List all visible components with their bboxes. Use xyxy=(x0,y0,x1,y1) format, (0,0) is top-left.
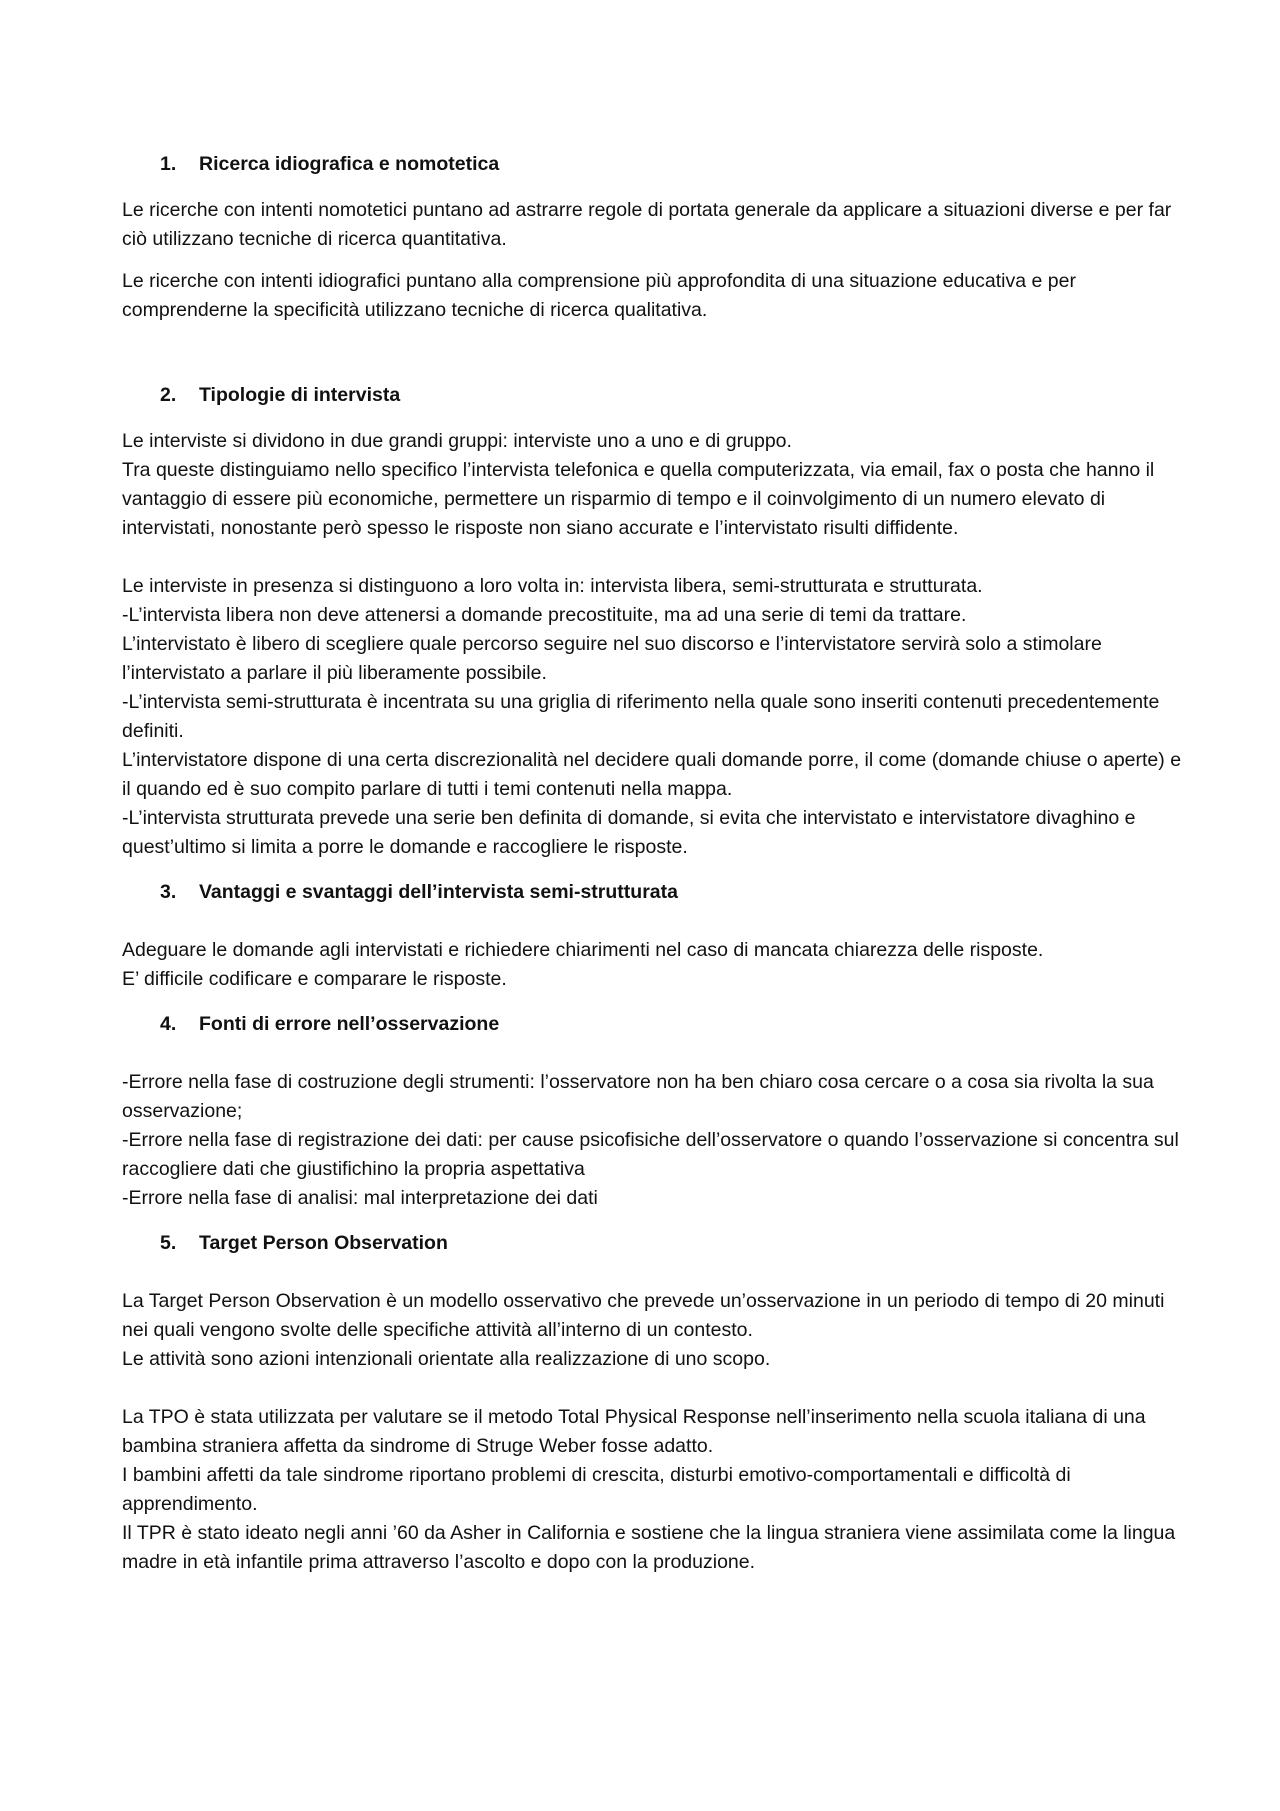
document-content xyxy=(122,150,1182,1577)
section-title: Fonti di errore nell’osservazione xyxy=(199,1013,500,1035)
section-heading xyxy=(122,150,1182,179)
section-title: Tipologie di intervista xyxy=(199,384,401,406)
section-title: Target Person Observation xyxy=(199,1232,448,1254)
paragraph: -Errore nella fase di costruzione degli strumenti: l’osservatore non ha ben chiaro cosa cercare o a cosa sia rivolta la sua osservazione; -Errore nella fase di registrazione dei dati: per cause psicofisiche dell’osservatore o quando l’osservazione si concentra sul raccogliere dati che giustifichino la propria aspettativa -Errore nella fase di analisi: mal interpretazione dei dati xyxy=(122,1071,1179,1209)
section-heading xyxy=(122,878,1182,907)
section-number: 1. xyxy=(160,153,177,175)
paragraph: La Target Person Observation è un modello osservativo che prevede un’osservazione in un periodo di tempo di 20 minuti nei quali vengono svolte delle specifiche attività all’interno di un contesto. Le attività sono azioni intenzionali orientate alla realizzazione di uno scopo. xyxy=(122,1290,1165,1370)
section-number: 2. xyxy=(160,384,177,406)
paragraph: La TPO è stata utilizzata per valutare se il metodo Total Physical Response nell’inserimento nella scuola italiana di una bambina straniera affetta da sindrome di Struge Weber fosse adatto. I bambini affetti da tale sindrome riportano problemi di crescita, disturbi emotivo-comportamentali e difficoltà di apprendimento. Il TPR è stato ideato negli anni ’60 da Asher in California e sostiene che la lingua straniera viene assimilata come la lingua madre in età infantile prima attraverso l’ascolto e dopo con la produzione. xyxy=(122,1406,1176,1573)
section-title: Vantaggi e svantaggi dell’intervista semi-strutturata xyxy=(199,881,678,903)
section-number: 3. xyxy=(160,881,177,903)
paragraph: Adeguare le domande agli intervistati e richiedere chiarimenti nel caso di mancata chiarezza delle risposte. E’ difficile codificare e comparare le risposte. xyxy=(122,939,1044,990)
paragraph: Le interviste in presenza si distinguono a loro volta in: intervista libera, semi-strutturata e strutturata. -L’intervista libera non deve attenersi a domande precostituite, ma ad una serie di temi da trattare. L’intervistato è libero di scegliere quale percorso seguire nel suo discorso e l’intervistatore servirà solo a stimolare l’intervistato a parlare il più liberamente possibile. -L’intervista semi-strutturata è incentrata su una griglia di riferimento nella quale sono inseriti contenuti precedentemente definiti. L’intervistatore dispone di una certa discrezionalità nel decidere quali domande porre, il come (domande chiuse o aperte) e il quando ed è suo compito parlare di tutti i temi contenuti nella mappa. -L’intervista strutturata prevede una serie ben definita di domande, si evita che intervistato e intervistatore divaghino e quest’ultimo si limita a porre le domande e raccogliere le risposte. xyxy=(122,575,1182,858)
section-number: 5. xyxy=(160,1232,177,1254)
section-heading xyxy=(122,1229,1182,1258)
section-heading xyxy=(122,381,1182,410)
paragraph: Le interviste si dividono in due grandi gruppi: interviste uno a uno e di gruppo. Tra queste distinguiamo nello specifico l’intervista telefonica e quella computerizzata, via email, fax o posta che hanno il vantaggio di essere più economiche, permettere un risparmio di tempo e il coinvolgimento di un numero elevato di intervistati, nonostante però spesso le risposte non siano accurate e l’intervistato risulti diffidente. xyxy=(122,430,1155,539)
section-heading xyxy=(122,1010,1182,1039)
paragraph: Le ricerche con intenti nomotetici puntano ad astrarre regole di portata generale da applicare a situazioni diverse e per far ciò utilizzano tecniche di ricerca quantitativa. xyxy=(122,199,1172,250)
section-title: Ricerca idiografica e nomotetica xyxy=(199,153,500,175)
section-number: 4. xyxy=(160,1013,177,1035)
paragraph: Le ricerche con intenti idiografici puntano alla comprensione più approfondita di una situazione educativa e per comprenderne la specificità utilizzano tecniche di ricerca qualitativa. xyxy=(122,270,1076,321)
